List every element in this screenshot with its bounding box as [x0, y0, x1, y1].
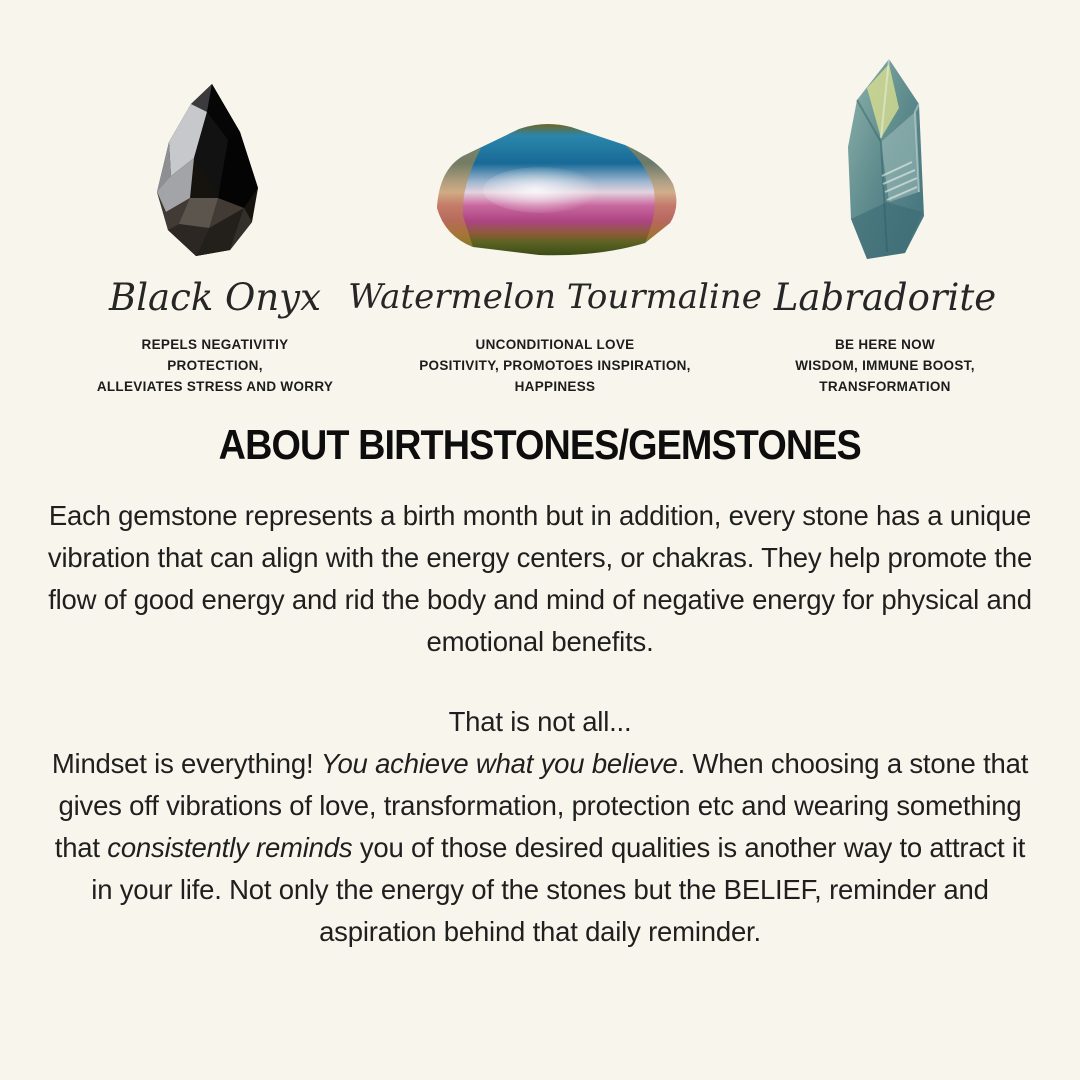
stone-properties [730, 334, 1040, 397]
labradorite-image [730, 50, 1040, 264]
stone-name: Watermelon Tourmaline [348, 277, 762, 317]
stone-property-line: POSITIVITY, PROMOTOES INSPIRATION, [419, 358, 691, 373]
stone-properties [50, 334, 380, 397]
labradorite-gem-graphic [827, 54, 943, 264]
stone-name: Black Onyx [109, 275, 321, 319]
stone-property-line: HAPPINESS [514, 379, 596, 394]
about-paragraph-2: Mindset is everything! You achieve what you believe. When choosing a stone that gives off vibrations of love, transformation, protection etc and wearing something that consistently reminds you of those desired qualities is another way to attract it in your life. Not only the energy of the stones but the BELIEF, reminder and aspiration behind that daily reminder. [51, 748, 1029, 947]
stone-column-black-onyx [50, 50, 380, 397]
page-title-text: ABOUT BIRTHSTONES/GEMSTONES [218, 421, 862, 468]
stone-property-line: WISDOM, IMMUNE BOOST, [795, 358, 975, 373]
stone-column-watermelon-tourmaline [348, 50, 762, 397]
stone-column-labradorite [730, 50, 1040, 397]
watermelon-tourmaline-gem-graphic [419, 116, 691, 264]
page-title [0, 421, 1080, 469]
stone-property-line: BE HERE NOW [834, 337, 936, 352]
stone-name: Labradorite [773, 275, 997, 319]
black-onyx-gem-graphic [152, 82, 278, 264]
stone-property-line: PROTECTION, [167, 358, 263, 373]
stones-row [0, 0, 1080, 397]
stone-property-line: REPELS NEGATIVITIY [141, 337, 289, 352]
about-interlude: That is not all... [448, 706, 632, 737]
about-paragraph-1: Each gemstone represents a birth month but in addition, every stone has a unique vibration that can align with the energy centers, or chakras. They help promote the flow of good energy and rid the body and mind of negative energy for physical and emotional benefits. [47, 500, 1033, 657]
watermelon-tourmaline-image [380, 50, 730, 264]
stone-property-line: ALLEVIATES STRESS AND WORRY [96, 379, 334, 394]
stone-property-line: TRANSFORMATION [819, 379, 951, 394]
stone-properties [380, 334, 730, 397]
stone-property-line: UNCONDITIONAL LOVE [475, 337, 635, 352]
black-onyx-image [50, 50, 380, 264]
